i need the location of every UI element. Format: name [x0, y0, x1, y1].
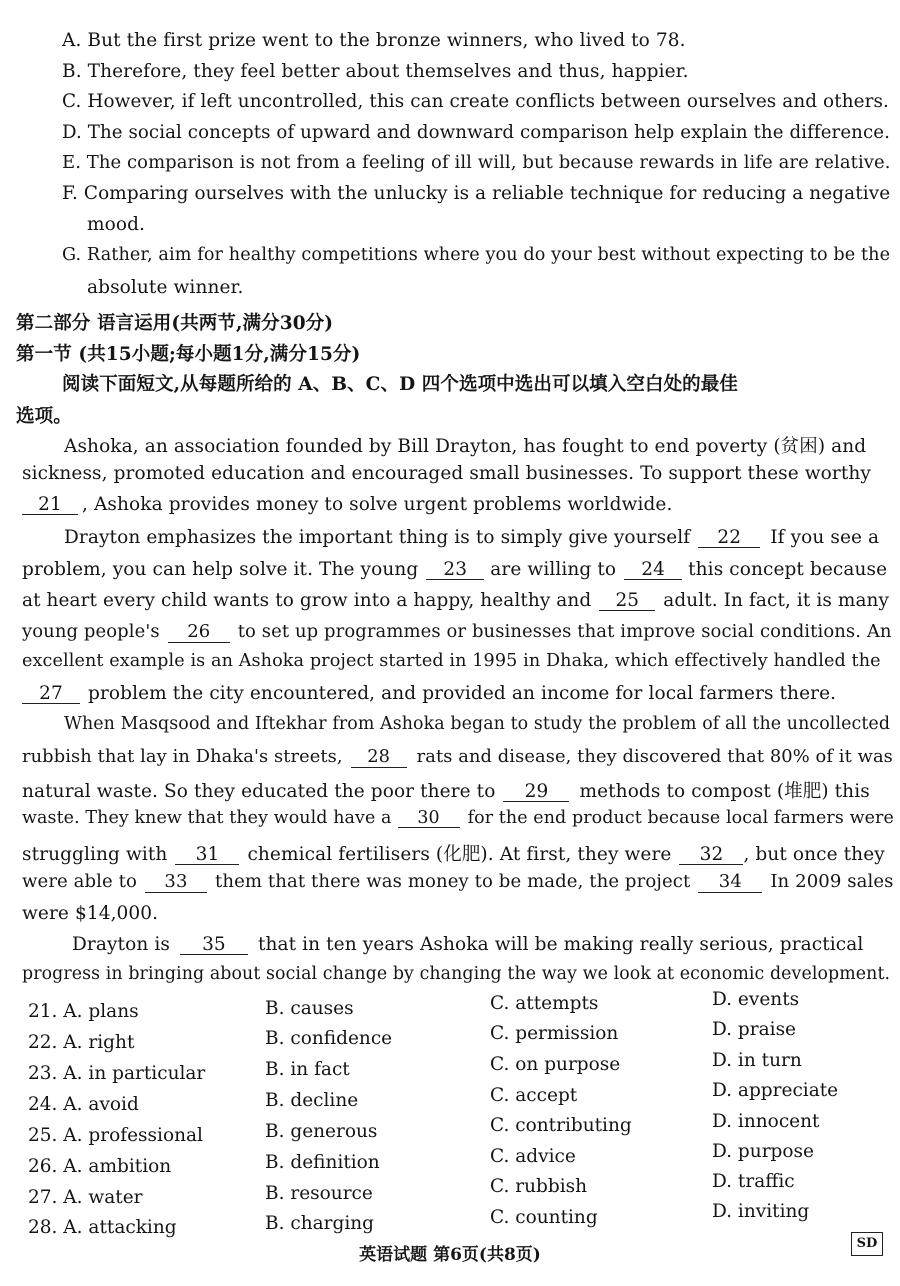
- passage-text: Drayton is: [72, 934, 170, 955]
- option-a: A. But the first prize went to the bronze winners, who lived to 78.: [62, 30, 686, 51]
- passage-p3-line4: [22, 808, 894, 828]
- question-22-d: D. praise: [712, 1019, 797, 1040]
- option-g: G. Rather, aim for healthy competitions where you do your best without expecting to be the: [62, 245, 891, 265]
- passage-text: them that there was money to be made, the project: [215, 871, 691, 892]
- passage-p1-line1: Ashoka, an association founded by Bill Drayton, has fought to end poverty (贫困) and: [64, 436, 867, 457]
- question-21-b: B. causes: [265, 998, 354, 1019]
- blank-21: 21: [22, 495, 78, 515]
- passage-text: , Ashoka provides money to solve urgent problems worldwide.: [82, 494, 673, 515]
- passage-text: waste. They knew that they would have a: [22, 808, 392, 828]
- instruction-line1: 阅读下面短文,从每题所给的 A、B、C、D 四个选项中选出可以填入空白处的最佳: [62, 374, 738, 395]
- blank-35: 35: [180, 935, 248, 955]
- blank-24: 24: [624, 560, 682, 580]
- passage-text: rubbish that lay in Dhaka's streets,: [22, 746, 343, 767]
- passage-p4-line1: [72, 934, 863, 955]
- passage-p4-line2: progress in bringing about social change by changing the way we look at economic development.: [22, 964, 891, 984]
- part2-title: 第二部分 语言运用(共两节,满分30分): [16, 313, 334, 334]
- option-b: B. Therefore, they feel better about themselves and thus, happier.: [62, 61, 689, 82]
- passage-p2-line1: [64, 527, 879, 548]
- passage-p2-line2: [22, 559, 887, 580]
- blank-28: 28: [351, 748, 407, 768]
- question-27-b: B. resource: [265, 1183, 373, 1204]
- passage-p2-line4: [22, 621, 892, 643]
- passage-text: chemical fertilisers (化肥). At first, they were: [247, 844, 672, 865]
- passage-p3-line5: [22, 840, 885, 866]
- passage-text: If you see a: [770, 527, 880, 548]
- question-26-d: D. purpose: [712, 1141, 814, 1162]
- passage-p1-line3: [22, 494, 672, 515]
- page-footer: 英语试题 第6页(共8页): [359, 1245, 541, 1265]
- question-27-c: C. rubbish: [490, 1176, 588, 1197]
- option-c: C. However, if left uncontrolled, this can create conflicts between ourselves and others.: [62, 91, 889, 112]
- blank-26: 26: [168, 623, 230, 643]
- question-27-a: 27. A. water: [28, 1187, 143, 1208]
- passage-p3-line3: [22, 777, 870, 803]
- passage-p2-line3: [22, 590, 889, 611]
- question-22-a: 22. A. right: [28, 1032, 135, 1053]
- question-21-a: 21. A. plans: [28, 1001, 139, 1022]
- passage-text: to set up programmes or businesses that improve social conditions. An: [237, 621, 892, 642]
- option-f-cont: mood.: [87, 214, 146, 235]
- question-26-a: 26. A. ambition: [28, 1156, 172, 1177]
- question-24-b: B. decline: [265, 1090, 359, 1111]
- passage-text: problem the city encountered, and provided an income for local farmers there.: [88, 683, 837, 704]
- blank-33: 33: [145, 873, 207, 893]
- question-24-a: 24. A. avoid: [28, 1094, 139, 1115]
- section1-title: 第一节 (共15小题;每小题1分,满分15分): [16, 344, 361, 365]
- passage-p3-line7: were $14,000.: [22, 903, 159, 924]
- passage-text: methods to compost (堆肥) this: [579, 781, 870, 802]
- option-e: E. The comparison is not from a feeling of ill will, but because rewards in life are relative.: [62, 152, 891, 173]
- passage-p2-line5: excellent example is an Ashoka project started in 1995 in Dhaka, which effectively handled the: [22, 651, 881, 671]
- question-28-d: D. inviting: [712, 1201, 810, 1222]
- blank-29: 29: [503, 782, 569, 802]
- question-24-d: D. appreciate: [712, 1080, 839, 1101]
- question-22-b: B. confidence: [265, 1028, 393, 1049]
- passage-text: young people's: [22, 621, 160, 642]
- question-23-a: 23. A. in particular: [28, 1063, 206, 1084]
- passage-text: rats and disease, they discovered that 80% of it was: [416, 746, 893, 767]
- passage-text: for the end product because local farmers were: [467, 808, 894, 828]
- question-26-b: B. definition: [265, 1152, 380, 1173]
- blank-32: 32: [679, 845, 743, 865]
- option-f: F. Comparing ourselves with the unlucky is a reliable technique for reducing a negative: [62, 183, 891, 204]
- passage-text: Drayton emphasizes the important thing is to simply give yourself: [64, 527, 691, 548]
- sd-badge: SD: [851, 1232, 883, 1256]
- passage-text: struggling with: [22, 844, 168, 865]
- instruction-line2: 选项。: [16, 406, 72, 427]
- question-23-d: D. in turn: [712, 1050, 802, 1071]
- blank-23: 23: [426, 560, 484, 580]
- question-23-b: B. in fact: [265, 1059, 350, 1080]
- question-28-a: 28. A. attacking: [28, 1217, 177, 1238]
- passage-text: adult. In fact, it is many: [663, 590, 890, 611]
- blank-34: 34: [698, 873, 762, 893]
- passage-text: In 2009 sales: [770, 871, 894, 892]
- passage-text: were able to: [22, 871, 137, 892]
- question-27-d: D. traffic: [712, 1171, 795, 1192]
- blank-31: 31: [175, 845, 239, 865]
- passage-text: are willing to: [490, 559, 617, 580]
- passage-text: natural waste. So they educated the poor there to: [22, 781, 496, 802]
- passage-text: this concept because: [688, 559, 888, 580]
- passage-p2-line6: [22, 683, 836, 704]
- blank-25: 25: [599, 591, 655, 611]
- question-21-d: D. events: [712, 989, 800, 1010]
- question-26-c: C. advice: [490, 1146, 576, 1167]
- question-21-c: C. attempts: [490, 993, 599, 1014]
- question-22-c: C. permission: [490, 1023, 619, 1044]
- blank-30: 30: [398, 809, 460, 828]
- passage-p3-line2: [22, 746, 893, 768]
- question-24-c: C. accept: [490, 1085, 578, 1106]
- question-25-c: C. contributing: [490, 1115, 632, 1136]
- passage-text: that in ten years Ashoka will be making really serious, practical: [257, 934, 864, 955]
- passage-text: , but once they: [743, 844, 885, 865]
- question-25-d: D. innocent: [712, 1111, 820, 1132]
- blank-27: 27: [22, 684, 80, 704]
- blank-22: 22: [698, 528, 760, 548]
- question-28-b: B. charging: [265, 1213, 375, 1234]
- passage-p3-line6: [22, 871, 894, 893]
- passage-text: at heart every child wants to grow into a happy, healthy and: [22, 590, 592, 611]
- passage-text: problem, you can help solve it. The young: [22, 559, 419, 580]
- passage-p3-line1: When Masqsood and Iftekhar from Ashoka began to study the problem of all the uncollected: [64, 714, 891, 734]
- passage-p1-line2: sickness, promoted education and encouraged small businesses. To support these worthy: [22, 463, 871, 484]
- option-g-cont: absolute winner.: [87, 277, 244, 298]
- question-25-a: 25. A. professional: [28, 1125, 203, 1146]
- option-d: D. The social concepts of upward and downward comparison help explain the difference.: [62, 122, 890, 143]
- question-25-b: B. generous: [265, 1121, 378, 1142]
- question-28-c: C. counting: [490, 1207, 598, 1228]
- question-23-c: C. on purpose: [490, 1054, 621, 1075]
